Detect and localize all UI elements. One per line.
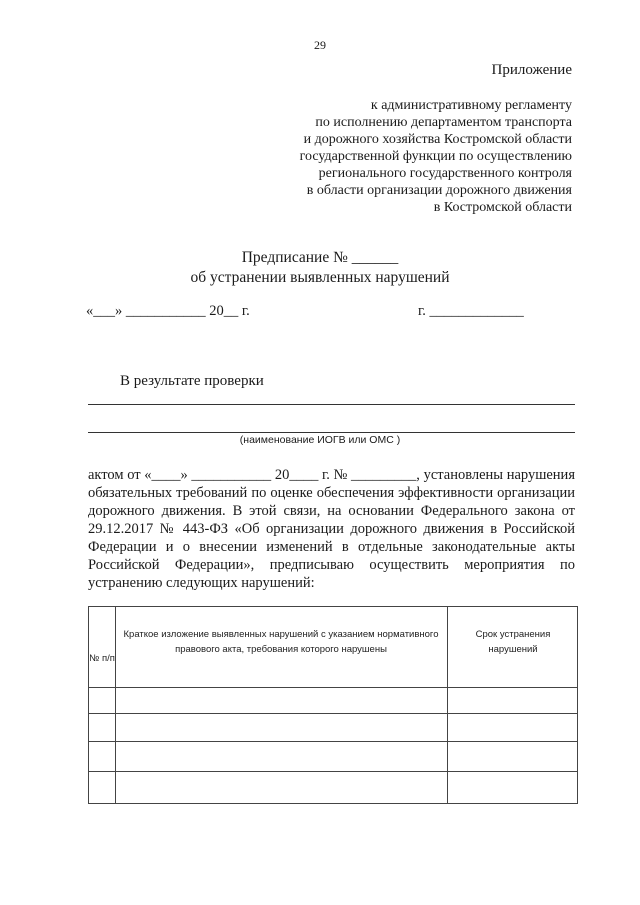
order-subtitle: об устранении выявленных нарушений bbox=[190, 269, 450, 286]
column-divider bbox=[447, 607, 448, 803]
regulation-line: к административному регламенту bbox=[370, 98, 572, 113]
order-title: Предписание № ______ bbox=[241, 249, 399, 266]
regulation-line: государственной функции по осуществлению bbox=[299, 149, 572, 164]
order-body-text: актом от «____» ___________ 20____ г. № _________, установлены нарушения обязательных требований по оценке обеспечения эффективности организации дорожного движения. В этой связи, на основании Федерального закона от 29.12.2017 № 443-ФЗ «Об организации дорожного движения в Российской Федерации и о внесении изменений в отдельные законодательные акты Российской Федерации», предписываю осуществить мероприятия по устранению следующих нарушений: bbox=[88, 467, 575, 591]
regulation-line: в Костромской области bbox=[433, 200, 572, 215]
date-field: «___» ___________ 20__ г. bbox=[86, 303, 250, 319]
header-deadline: Срок устранения нарушений bbox=[475, 629, 551, 655]
regulation-line: в области организации дорожного движения bbox=[306, 183, 572, 198]
regulation-line: по исполнению департаментом транспорта bbox=[315, 115, 572, 130]
inspection-label: В результате проверки bbox=[120, 373, 264, 389]
authority-caption: (наименование ИОГВ или ОМС ) bbox=[239, 434, 401, 446]
violations-table bbox=[88, 606, 578, 804]
table-row bbox=[89, 771, 577, 772]
regulation-line: регионального государственного контроля bbox=[318, 166, 572, 181]
table-row bbox=[89, 687, 577, 688]
blank-line bbox=[88, 404, 575, 405]
regulation-reference bbox=[212, 97, 572, 216]
regulation-line: и дорожного хозяйства Костромской области bbox=[303, 132, 572, 147]
header-violation: Краткое изложение выявленных нарушений с указанием нормативного правового акта, требования которого нарушены bbox=[123, 629, 439, 655]
table-row bbox=[89, 741, 577, 742]
page-number: 29 bbox=[314, 38, 326, 52]
column-divider bbox=[115, 607, 116, 803]
order-heading bbox=[0, 248, 640, 288]
city-field: г. _____________ bbox=[418, 303, 524, 319]
blank-line bbox=[88, 432, 575, 433]
appendix-title: Приложение bbox=[491, 62, 572, 78]
table-row bbox=[89, 713, 577, 714]
header-number: № п/п bbox=[89, 653, 115, 664]
